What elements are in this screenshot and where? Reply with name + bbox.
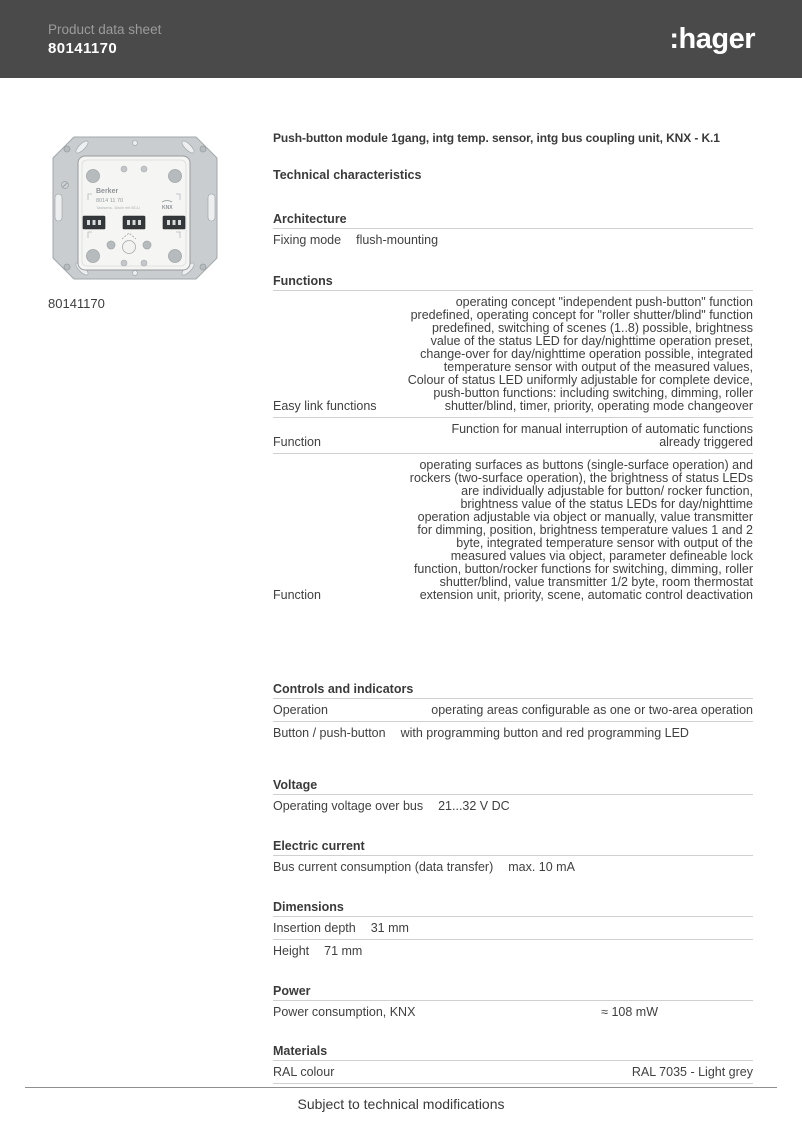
spec-value: operating areas configurable as one or two-area operation [431,703,753,717]
spec-label: Operation [273,703,328,717]
section-materials [273,1044,753,1084]
section-title: Architecture [273,212,347,226]
spec-label: Function [273,435,321,449]
spec-row [273,698,753,721]
product-image [52,136,218,280]
figure-caption: 80141170 [48,296,105,311]
spec-value: with programming button and red programming LED [400,726,689,740]
section-voltage [273,778,753,817]
programming-button [123,241,136,254]
fixing-screw [62,182,69,189]
spec-value: Function for manual interruption of automatic functions already triggered [451,422,753,449]
spec-value: ≈ 108 mW [601,1005,658,1019]
spec-row [273,228,753,251]
spec-row [273,939,753,962]
spec-row [273,794,753,817]
hager-logo: :hager [669,23,755,55]
spec-label: Operating voltage over bus [273,799,424,813]
footer-divider [25,1087,777,1088]
section-functions [273,274,753,606]
section-controls-indicators [273,682,753,744]
doc-type-label: Product data sheet [48,22,162,37]
spec-value: 21...32 V DC [438,799,510,813]
spec-row [273,417,753,453]
device-desc-label: Tastsens. 1fach mit BCU [96,205,140,210]
spec-row [273,916,753,939]
section-title: Materials [273,1044,328,1058]
spec-value: operating concept "independent push-button" function predefined, operating concept for "roller shutter/blind" function predefined, switching of scenes (1..8) possible, brightness value of the status LED for day/nighttime operation preset, change-over for day/nighttime operation possible, integrated temperature sensor with output of the measured values, Colour of status LED uniformly adjustable for complete device, push-button functions: including switching, dimming, roller shutter/blind, timer, priority, operating mode changeover [407,295,753,413]
section-title: Dimensions [273,900,344,914]
spec-label: Height [273,944,310,958]
section-power [273,984,753,1023]
device-model-label: 8014 11 70 [96,198,124,204]
spec-value: flush-mounting [356,233,439,247]
section-title: Power [273,984,311,998]
spec-row [273,1000,753,1023]
page-subtitle: Technical characteristics [273,168,422,182]
device-brand-label: Berker [96,188,119,195]
spec-value: 31 mm [370,921,409,935]
section-title: Voltage [273,778,318,792]
module-face [78,156,190,270]
spec-value: operating surfaces as buttons (single-surface operation) and rockers (two-surface operation), the brightness of status LEDs are individually adjustable for button/ rocker function, brightness value of the status LEDs for day/nighttime operation adjustable via object or manually, value transmitter for dimming, position, brightness temperature values 1 and 2 byte, integrated temperature sensor with output of the measured values via object, parameter defineable lock function, button/rocker functions for switching, dimming, roller shutter/blind, value transmitter 1/2 byte, room thermostat extension unit, priority, scene, automatic control deactivation [409,458,753,602]
section-architecture [273,212,753,251]
spec-label: Insertion depth [273,921,356,935]
footer-note: Subject to technical modifications [297,1096,505,1112]
spec-row [273,290,753,417]
header-product-id: 80141170 [48,40,118,57]
spec-value: RAL 7035 - Light grey [631,1065,753,1079]
spec-label: Fixing mode [273,233,342,247]
spec-label: Function [273,588,321,602]
spec-content [273,0,753,1134]
device-drawing [52,136,218,280]
spec-row [273,453,753,606]
knx-logo-text: KNX [162,205,173,211]
spec-value: max. 10 mA [508,860,575,874]
spec-label: Easy link functions [273,399,377,413]
spec-label: RAL colour [273,1065,335,1079]
section-dimensions [273,900,753,962]
spec-row [273,1060,753,1084]
spec-label: Bus current consumption (data transfer) [273,860,494,874]
section-title: Electric current [273,839,365,853]
spec-label: Power consumption, KNX [273,1005,416,1019]
spec-row [273,855,753,878]
section-electric-current [273,839,753,878]
section-title: Controls and indicators [273,682,414,696]
section-title: Functions [273,274,333,288]
spec-value: 71 mm [324,944,363,958]
page-title: Push-button module 1gang, intg temp. sensor, intg bus coupling unit, KNX - K.1 [273,131,720,145]
spec-row [273,721,753,744]
spec-label: Button / push-button [273,726,386,740]
connector-blocks [83,216,185,229]
